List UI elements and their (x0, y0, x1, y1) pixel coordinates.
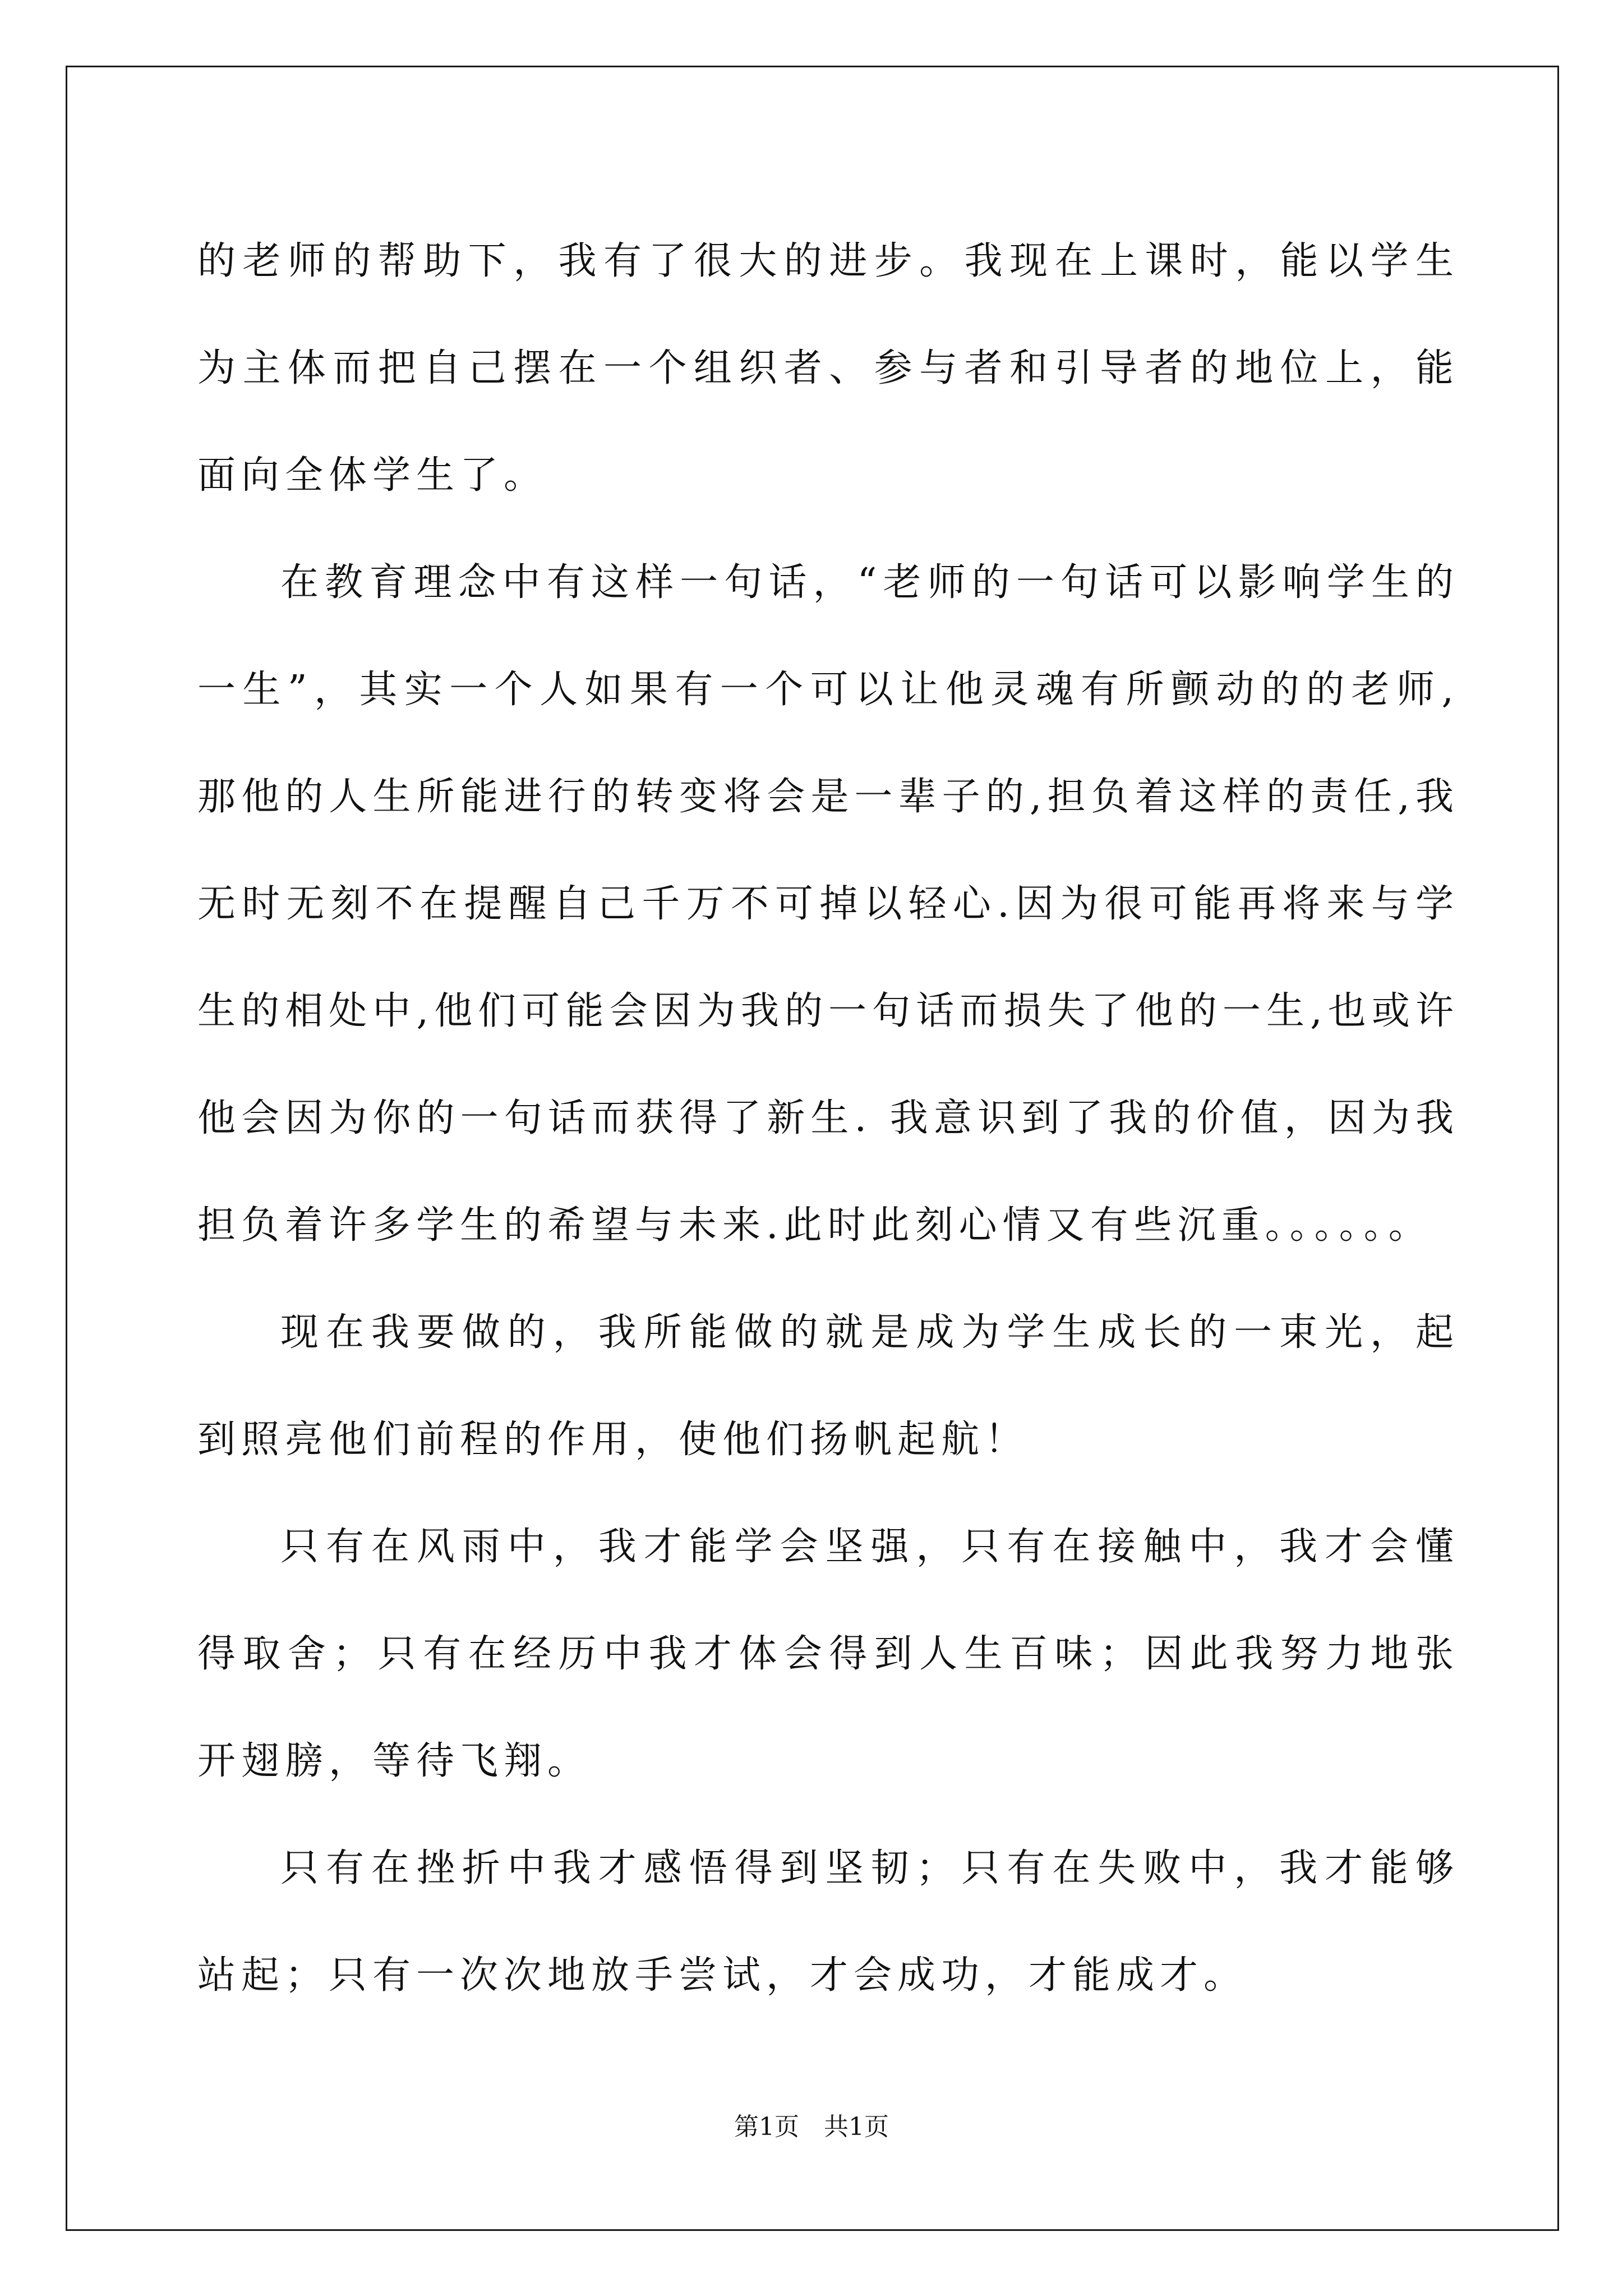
paragraph-2: 在教育理念中有这样一句话，“老师的一句话可以影响学生的一生”，其实一个人如果有一个可以让他灵魂有所颤动的的老师,那他的人生所能进行的转变将会是一辈子的,担负着这样的责任,我无时无刻不在提醒自己千万不可掉以轻心.因为很可能再将来与学生的相处中,他们可能会因为我的一句话而损失了他的一生,也或许他会因为你的一句话而获得了新生. 我意识到了我的价值，因为我担负着许多学生的希望与未来.此时此刻心情又有些沉重。。。。。。 (197, 560, 1459, 1248)
paragraph-4: 只有在风雨中，我才能学会坚强，只有在接触中，我才会懂得取舍；只有在经历中我才体会得到人生百味；因此我努力地张开翅膀，等待飞翔。 (197, 1525, 1459, 1783)
paragraph-5: 只有在挫折中我才感悟得到坚韧；只有在失败中，我才能够站起；只有一次次地放手尝试，才会成功，才能成才。 (197, 1846, 1459, 1998)
paragraph-1: 的老师的帮助下，我有了很大的进步。我现在上课时，能以学生为主体而把自己摆在一个组织者、参与者和引导者的地位上，能面向全体学生了。 (197, 239, 1459, 498)
page-indicator: 第1页 共1页 (734, 2113, 889, 2141)
paragraph-3: 现在我要做的，我所能做的就是成为学生成长的一束光，起到照亮他们前程的作用，使他们扬帆起航！ (197, 1310, 1459, 1462)
document-body (197, 208, 1459, 2029)
page-footer (0, 2110, 1623, 2144)
